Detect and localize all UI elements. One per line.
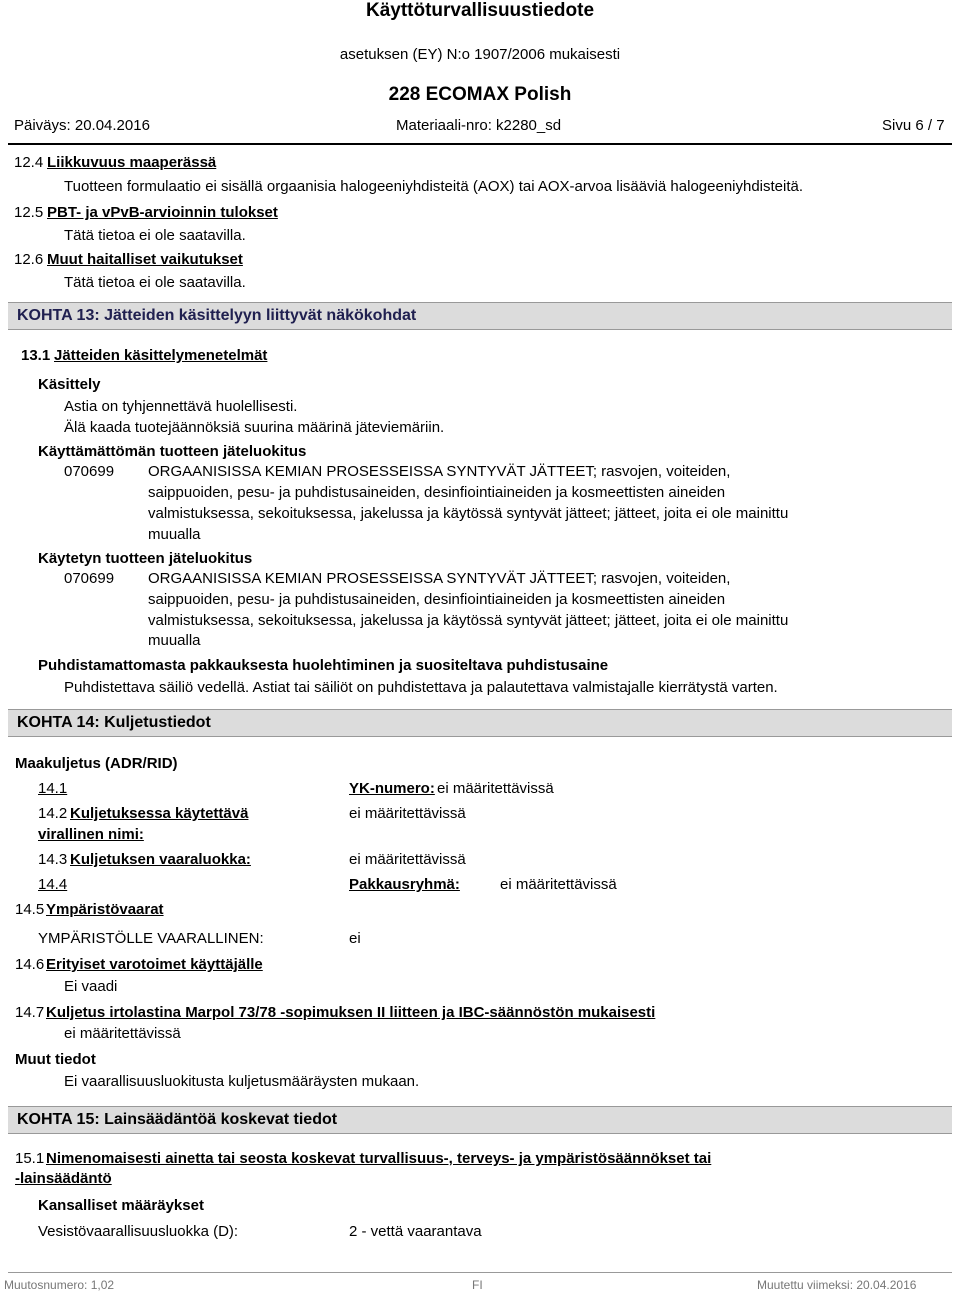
special-precautions-title: Erityiset varotoimet käyttäjälle [46, 956, 263, 973]
section-15-heading-bar [8, 1106, 952, 1134]
section-15-1-number: 15.1 [15, 1150, 45, 1167]
section-13-1-number: 13.1 [21, 347, 51, 364]
last-modified: Muutettu viimeksi: 20.04.2016 [757, 1278, 917, 1292]
packing-group-value: ei määritettävissä [500, 876, 617, 893]
unused-waste-line-4: muualla [148, 526, 201, 543]
section-13-heading-bar [8, 302, 952, 330]
product-name: 228 ECOMAX Polish [388, 84, 572, 105]
language-code: FI [472, 1278, 483, 1292]
unused-waste-line-2: saippuoiden, pesu- ja puhdistusaineiden, desinfiointiaineiden ja kosmeettisten aineiden [148, 484, 726, 501]
section-12-6-title: Muut haitalliset vaikutukset [47, 251, 243, 268]
national-regulations-title: Kansalliset määräykset [38, 1197, 204, 1214]
unused-product-waste-title: Käyttämättömän tuotteen jäteluokitus [38, 443, 307, 460]
section-12-6-number: 12.6 [14, 251, 44, 268]
section-14-3-number: 14.3 [38, 851, 68, 868]
handling-line-2: Älä kaada tuotejäännöksiä suurina määrinä jäteviemäriin. [64, 419, 445, 436]
section-12-5-text: Tätä tietoa ei ole saatavilla. [64, 227, 246, 244]
section-15-heading: KOHTA 15: Lainsäädäntöä koskevat tiedot [17, 1111, 338, 1128]
shipping-name-value: ei määritettävissä [349, 805, 466, 822]
section-13-1-title: Jätteiden käsittelymenetelmät [54, 347, 268, 364]
un-number-value: ei määritettävissä [437, 780, 554, 797]
section-12-6-text: Tätä tietoa ei ole saatavilla. [64, 274, 246, 291]
unused-waste-code: 070699 [64, 463, 115, 480]
section-14-4-number: 14.4 [38, 876, 68, 893]
section-12-4-text: Tuotteen formulaatio ei sisällä orgaanisia halogeeniyhdisteitä (AOX) tai AOX-arvoa lisääviä halogeeniyhdisteitä. [64, 178, 804, 195]
un-number-label: YK-numero: [349, 780, 435, 797]
water-hazard-class-label: Vesistövaarallisuusluokka (D): [38, 1223, 239, 1240]
hazard-class-value: ei määritettävissä [349, 851, 466, 868]
packaging-title: Puhdistamattomasta pakkauksesta huolehtiminen ja suositeltava puhdistusaine [38, 657, 609, 674]
date-label: Päiväys: 20.04.2016 [14, 117, 150, 134]
section-14-heading-bar [8, 709, 952, 737]
unused-waste-line-3: valmistuksessa, sekoituksessa, jakelussa ja käytössä syntyvät jätteet; jätteet, joita ei ole mainittu [148, 505, 789, 522]
water-hazard-class-value: 2 - vettä vaarantava [349, 1223, 482, 1240]
used-waste-line-3: valmistuksessa, sekoituksessa, jakelussa ja käytössä syntyvät jätteet; jätteet, joita ei ole mainittu [148, 612, 789, 629]
footer-rule [8, 1272, 952, 1273]
header-rule [8, 143, 952, 145]
special-precautions-value: Ei vaadi [64, 978, 118, 995]
used-waste-line-4: muualla [148, 632, 201, 649]
packaging-text: Puhdistettava säiliö vedellä. Astiat tai säiliöt on puhdistettava ja palautettava valmistajalle kierrätystä varten. [64, 679, 778, 696]
handling-line-1: Astia on tyhjennettävä huolellisesti. [64, 398, 298, 415]
env-hazards-title: Ympäristövaarat [46, 901, 164, 918]
used-waste-code: 070699 [64, 570, 115, 587]
revision-number: Muutosnumero: 1,02 [4, 1278, 115, 1292]
used-waste-line-2: saippuoiden, pesu- ja puhdistusaineiden, desinfiointiaineiden ja kosmeettisten aineiden [148, 591, 726, 608]
regulations-title-line-1: Nimenomaisesti ainetta tai seosta koskevat turvallisuus-, terveys- ja ympäristösäännökset tai [46, 1150, 712, 1167]
hazard-class-label: Kuljetuksen vaaraluokka: [70, 851, 251, 868]
land-transport-title: Maakuljetus (ADR/RID) [15, 755, 178, 772]
section-14-5-number: 14.5 [15, 901, 45, 918]
packing-group-label: Pakkausryhmä: [349, 876, 460, 893]
section-12-4-title: Liikkuvuus maaperässä [47, 154, 217, 171]
regulations-title-line-2: -lainsäädäntö [15, 1170, 112, 1187]
section-12-4-number: 12.4 [14, 154, 44, 171]
section-14-heading: KOHTA 14: Kuljetustiedot [17, 714, 211, 731]
document-title: Käyttöturvallisuustiedote [365, 0, 595, 21]
env-hazard-value: ei [349, 930, 361, 947]
section-12-5-title: PBT- ja vPvB-arvioinnin tulokset [47, 204, 278, 221]
handling-label: Käsittely [38, 376, 101, 393]
used-waste-line-1: ORGAANISISSA KEMIAN PROSESSEISSA SYNTYVÄT JÄTTEET; rasvojen, voiteiden, [148, 570, 731, 587]
section-14-1-number: 14.1 [38, 780, 68, 797]
used-product-waste-title: Käytetyn tuotteen jäteluokitus [38, 550, 253, 567]
bulk-transport-title: Kuljetus irtolastina Marpol 73/78 -sopimuksen II liitteen ja IBC-säännöstön mukaisesti [46, 1004, 656, 1021]
bulk-transport-value: ei määritettävissä [64, 1025, 181, 1042]
shipping-name-label-1: Kuljetuksessa käytettävä [70, 805, 249, 822]
section-14-6-number: 14.6 [15, 956, 45, 973]
section-12-5-number: 12.5 [14, 204, 44, 221]
section-14-7-number: 14.7 [15, 1004, 45, 1021]
unused-waste-line-1: ORGAANISISSA KEMIAN PROSESSEISSA SYNTYVÄT JÄTTEET; rasvojen, voiteiden, [148, 463, 731, 480]
other-info-title: Muut tiedot [15, 1051, 96, 1068]
section-14-2-number: 14.2 [38, 805, 68, 822]
page-number: Sivu 6 / 7 [882, 117, 945, 134]
shipping-name-label-2: virallinen nimi: [38, 826, 144, 843]
regulation-subtitle: asetuksen (EY) N:o 1907/2006 mukaisesti [339, 46, 621, 63]
env-hazard-label: YMPÄRISTÖLLE VAARALLINEN: [38, 930, 264, 947]
section-13-heading: KOHTA 13: Jätteiden käsittelyyn liittyvät näkökohdat [17, 307, 417, 324]
other-info-text: Ei vaarallisuusluokitusta kuljetusmääräysten mukaan. [64, 1073, 420, 1090]
material-number: Materiaali-nro: k2280_sd [396, 117, 562, 134]
